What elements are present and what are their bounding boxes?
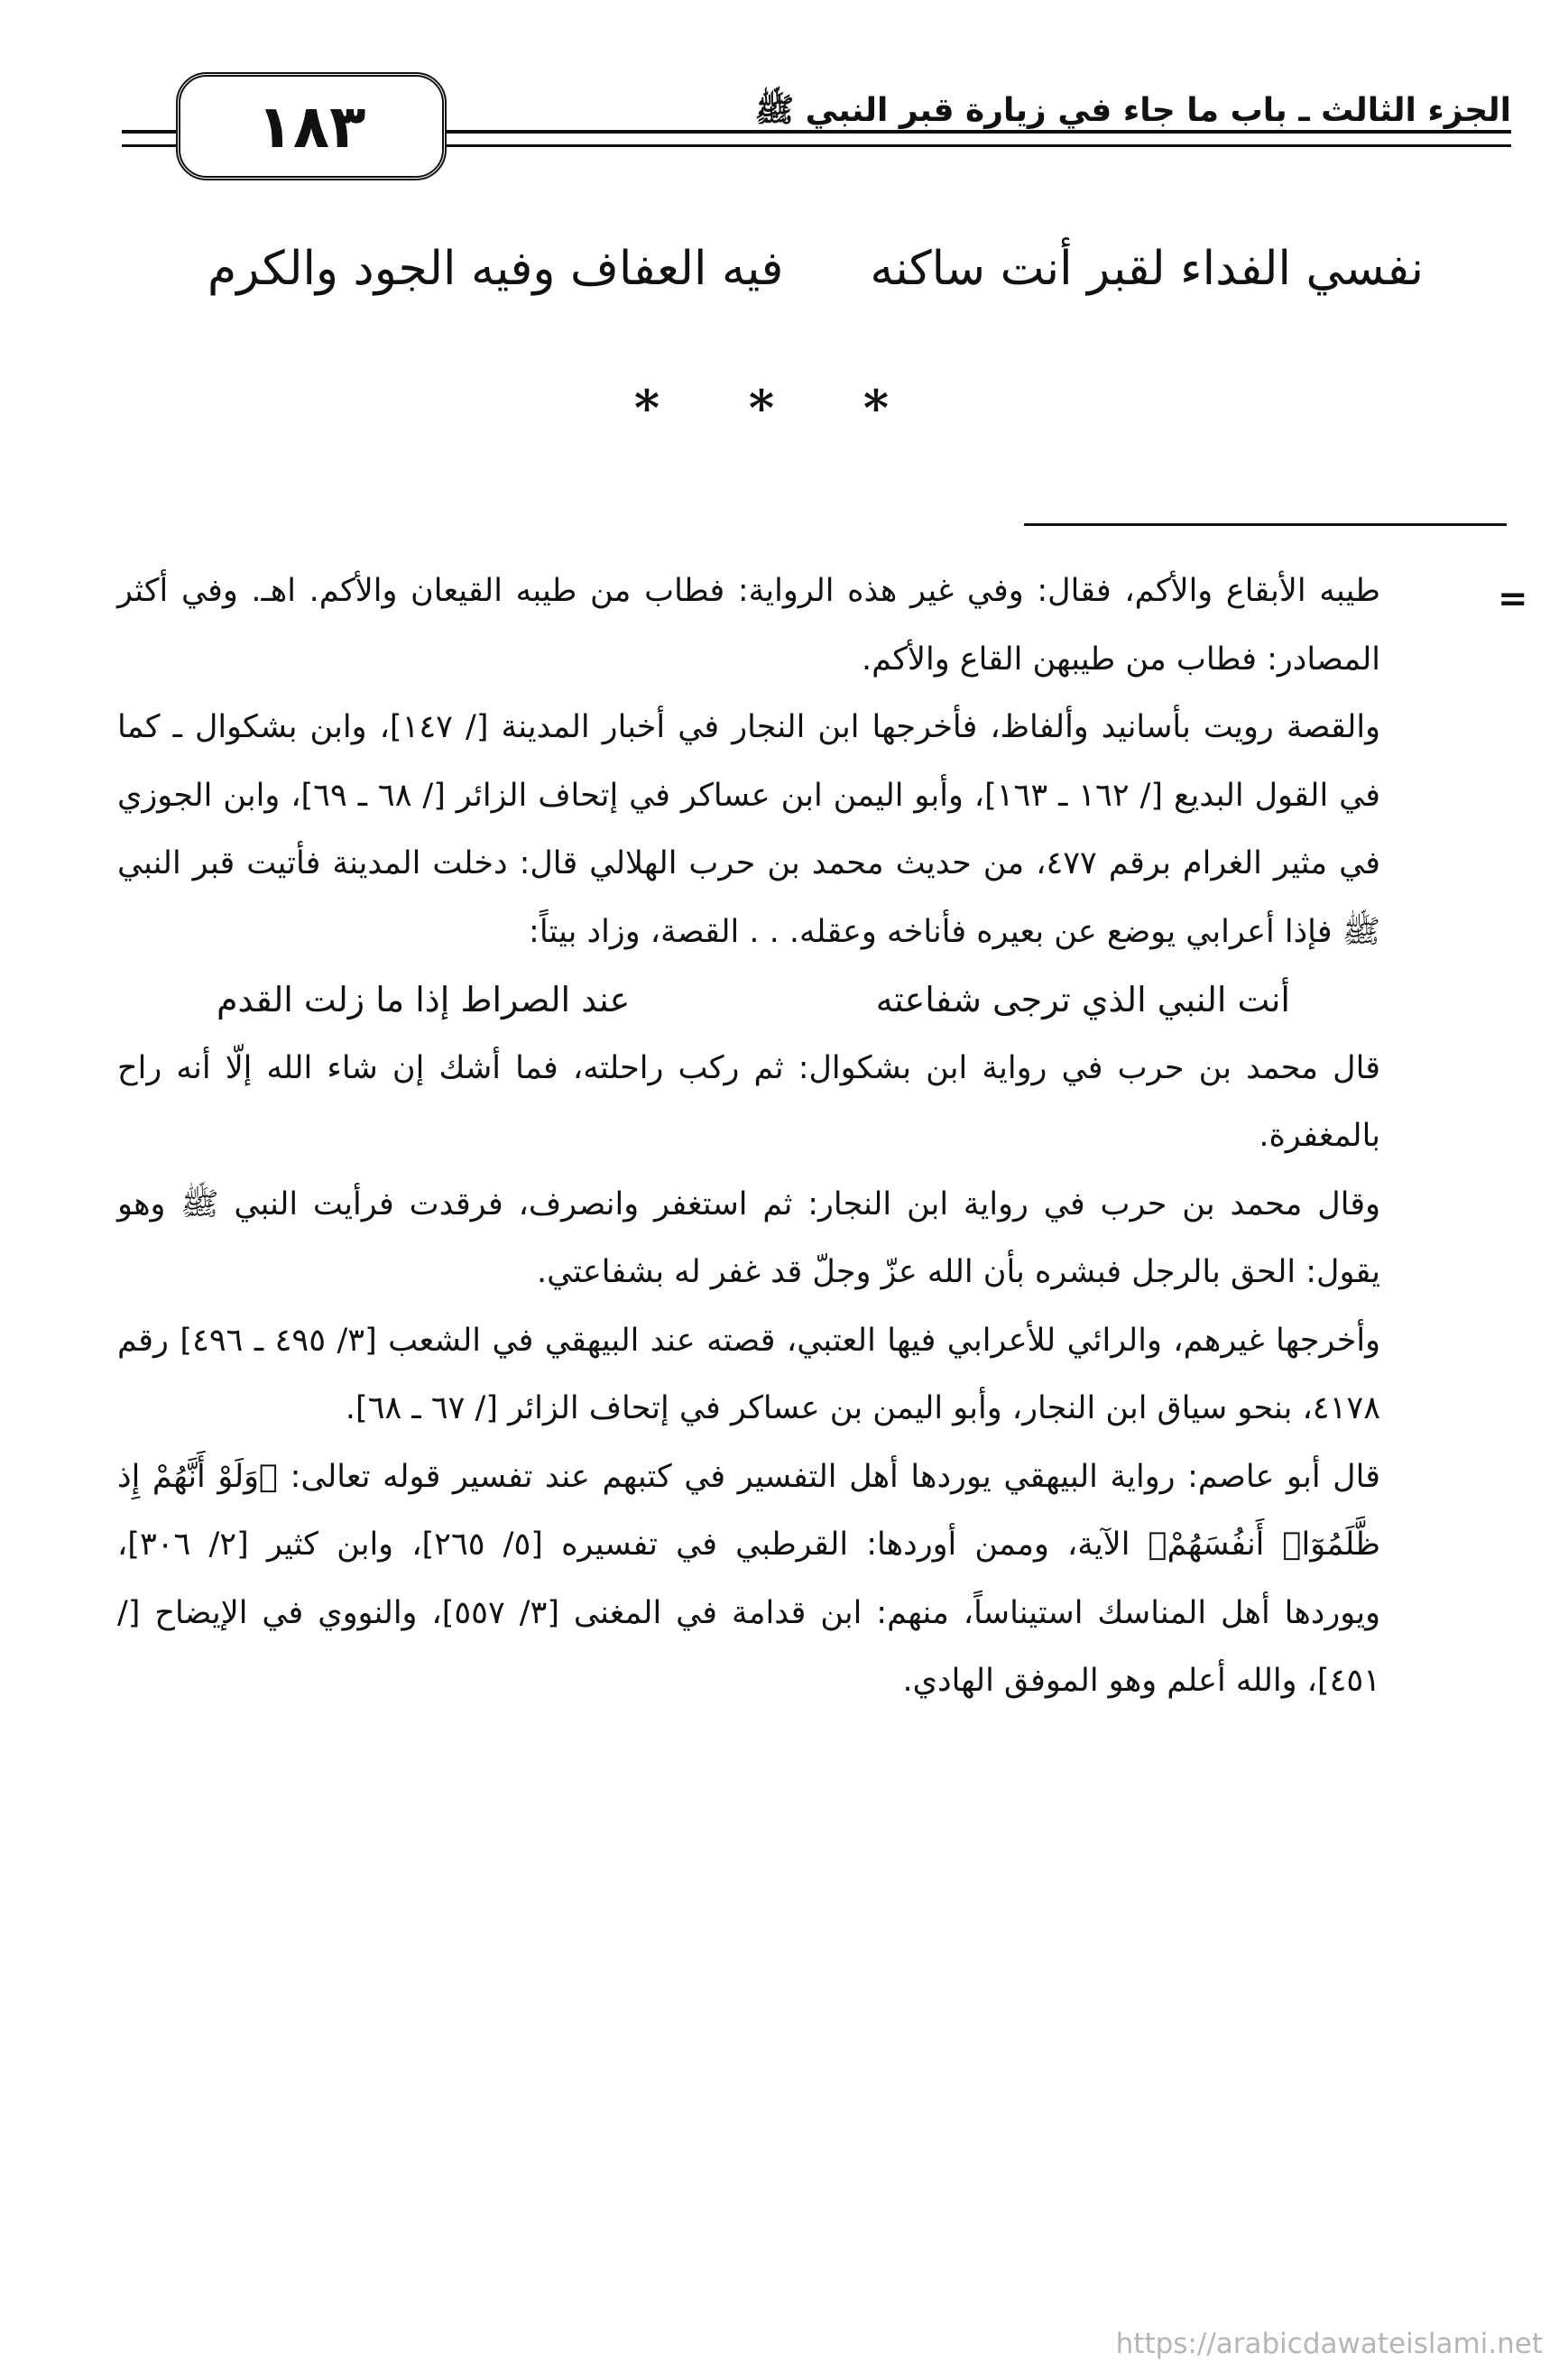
footnote-continuation-mark: =: [1498, 577, 1528, 620]
footnote-paragraph: وأخرجها غيرهم، والرائي للأعرابي فيها العتبي، قصته عند البيهقي في الشعب [٣/ ٤٩٥ ـ ٤٩٦] رقم ٤١٧٨، بنحو سياق ابن النجار، وأبو اليمن بن عساكر في إتحاف الزائر [/ ٦٧ ـ ٦٨].: [117, 1322, 1380, 1426]
quoted-verse-left: عند الصراط إذا ما زلت القدم: [217, 980, 631, 1019]
page-header: [122, 72, 1511, 189]
running-title: الجزء الثالث ـ باب ما جاء في زيارة قبر النبي ﷺ: [754, 92, 1511, 129]
poem-hemistich-right: نفسي الفداء لقبر أنت ساكنه: [870, 242, 1424, 296]
poem-hemistich-left: فيه العفاف وفيه الجود والكرم: [208, 242, 784, 296]
page-number: ١٨٣: [256, 91, 366, 161]
footnote-paragraph: وقال محمد بن حرب في رواية ابن النجار: ثم استغفر وانصرف، فرقدت فرأيت النبي ﷺ وهو يقول: الحق بالرجل فبشره بأن الله عزّ وجلّ قد غفر له بشفاعتي.: [117, 1185, 1380, 1290]
footnote-divider: [1024, 523, 1507, 526]
footnote-paragraph: طيبه الأبقاع والأكم، فقال: وفي غير هذه الرواية: فطاب من طيبه القيعان والأكم. اهـ. وفي أكثر المصادر: فطاب من طيبهن القاع والأكم.: [117, 573, 1380, 678]
page-number-frame: [176, 72, 447, 180]
watermark-url: https://arabicdawateislami.net: [1115, 2328, 1543, 2360]
quoted-verse: [117, 966, 1380, 1035]
footnote-paragraph: قال محمد بن حرب في رواية ابن بشكوال: ثم ركب راحلته، فما أشك إن شاء الله إلّا أنه راح بالمغفرة.: [117, 1049, 1380, 1154]
footnote-paragraph: والقصة رويت بأسانيد وألفاظ، فأخرجها ابن النجار في أخبار المدينة [/ ١٤٧]، وابن بشكوال ـ كما في القول البديع [/ ١٦٢ ـ ١٦٣]، وأبو اليمن ابن عساكر في إتحاف الزائر [/ ٦٨ ـ ٦٩]، وابن الجوزي في مثير الغرام برقم ٤٧٧، من حديث محمد بن حرب الهلالي قال: دخلت المدينة فأتيت قبر النبي ﷺ فإذا أعرابي يوضع عن بعيره فأناخه وعقله. . . القصة، وزاد بيتاً:: [117, 709, 1380, 950]
footnote-text: [117, 558, 1380, 1716]
quoted-verse-right: أنت النبي الذي ترجى شفاعته: [875, 980, 1290, 1019]
footnote-paragraph: قال أبو عاصم: رواية البيهقي يوردها أهل التفسير في كتبهم عند تفسير قوله تعالى: ﴿وَلَوْ أَنَّهُمْ إِذ ظَّلَمُوٓا۟ أَنفُسَهُمْ﴾ الآية، وممن أوردها: القرطبي في تفسيره [٥/ ٢٦٥]، وابن كثير [٢/ ٣٠٦]، ويوردها أهل المناسك استيناساً، منهم: ابن قدامة في المغنى [٣/ ٥٥٧]، والنووي في الإيضاح [/ ٤٥١]، والله أعلم وهو الموفق الهادي.: [117, 1458, 1381, 1699]
section-separator: * * *: [633, 379, 926, 437]
